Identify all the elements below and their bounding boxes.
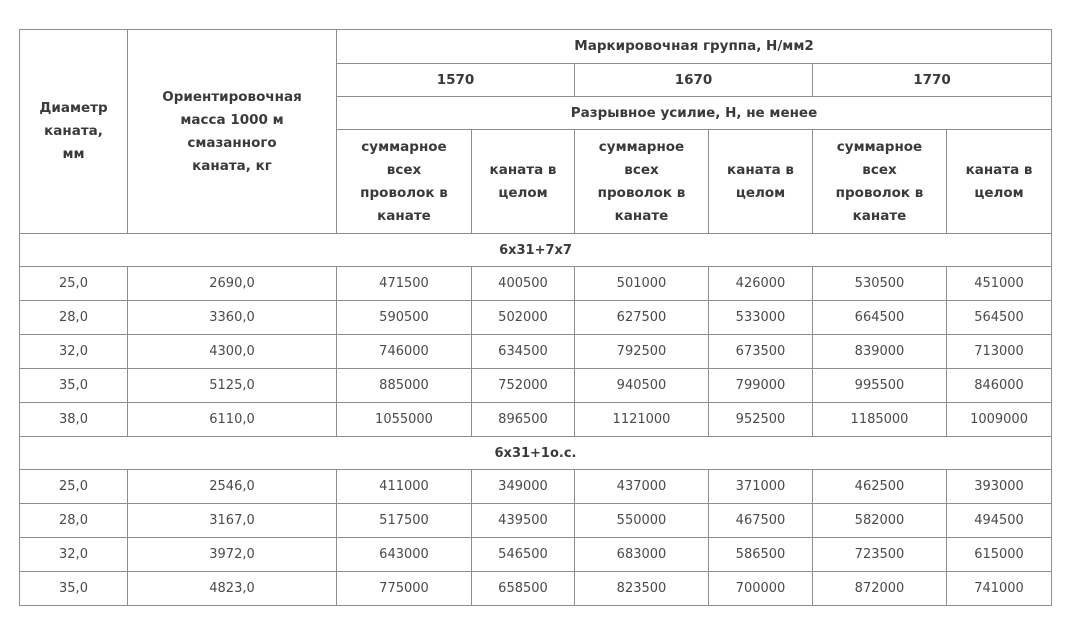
cell-rope-force: 713000 — [947, 335, 1052, 369]
cell-total-force: 550000 — [575, 504, 709, 538]
cell-total-force: 723500 — [813, 538, 947, 572]
cell-rope-force: 658500 — [472, 572, 575, 606]
cell-total-force: 746000 — [337, 335, 472, 369]
header-marking-group: Маркировочная группа, Н/мм2 — [337, 30, 1052, 64]
cell-mass: 4300,0 — [128, 335, 337, 369]
cell-total-force: 517500 — [337, 504, 472, 538]
cell-rope-force: 586500 — [709, 538, 813, 572]
cell-rope-force: 1009000 — [947, 403, 1052, 437]
cell-rope-force: 533000 — [709, 301, 813, 335]
cell-total-force: 995500 — [813, 369, 947, 403]
cell-total-force: 590500 — [337, 301, 472, 335]
cell-rope-force: 752000 — [472, 369, 575, 403]
cell-mass: 3167,0 — [128, 504, 337, 538]
table-row — [20, 403, 1052, 437]
cell-diameter: 38,0 — [20, 403, 128, 437]
cell-rope-force: 634500 — [472, 335, 575, 369]
cell-rope-force: 400500 — [472, 267, 575, 301]
cell-total-force: 885000 — [337, 369, 472, 403]
header-breaking-force: Разрывное усилие, Н, не менее — [337, 97, 1052, 130]
header-sub-rope: каната в целом — [947, 130, 1052, 234]
table-row — [20, 335, 1052, 369]
rope-spec-table — [19, 29, 1052, 606]
cell-rope-force: 896500 — [472, 403, 575, 437]
header-grade-1570: 1570 — [337, 64, 575, 97]
cell-total-force: 775000 — [337, 572, 472, 606]
header-mass: Ориентировочная масса 1000 м смазанного каната, кг — [128, 30, 337, 234]
cell-rope-force: 426000 — [709, 267, 813, 301]
cell-diameter: 32,0 — [20, 538, 128, 572]
table-row — [20, 470, 1052, 504]
cell-rope-force: 673500 — [709, 335, 813, 369]
cell-rope-force: 439500 — [472, 504, 575, 538]
cell-rope-force: 846000 — [947, 369, 1052, 403]
cell-total-force: 792500 — [575, 335, 709, 369]
header-sub-rope: каната в целом — [709, 130, 813, 234]
header-sub-total: суммарное всех проволок в канате — [813, 130, 947, 234]
cell-diameter: 25,0 — [20, 470, 128, 504]
header-grade-1770: 1770 — [813, 64, 1052, 97]
cell-diameter: 32,0 — [20, 335, 128, 369]
group-title: 6х31+7х7 — [20, 234, 1052, 267]
cell-rope-force: 494500 — [947, 504, 1052, 538]
cell-rope-force: 371000 — [709, 470, 813, 504]
cell-mass: 2546,0 — [128, 470, 337, 504]
cell-total-force: 683000 — [575, 538, 709, 572]
cell-diameter: 28,0 — [20, 504, 128, 538]
cell-mass: 2690,0 — [128, 267, 337, 301]
cell-total-force: 462500 — [813, 470, 947, 504]
group-title: 6х31+1о.с. — [20, 437, 1052, 470]
table-row — [20, 504, 1052, 538]
cell-total-force: 839000 — [813, 335, 947, 369]
cell-total-force: 471500 — [337, 267, 472, 301]
cell-rope-force: 741000 — [947, 572, 1052, 606]
table-body — [20, 234, 1052, 606]
table-row — [20, 538, 1052, 572]
header-grade-1670: 1670 — [575, 64, 813, 97]
cell-total-force: 411000 — [337, 470, 472, 504]
cell-total-force: 627500 — [575, 301, 709, 335]
cell-total-force: 643000 — [337, 538, 472, 572]
cell-total-force: 664500 — [813, 301, 947, 335]
table-row — [20, 572, 1052, 606]
cell-total-force: 1121000 — [575, 403, 709, 437]
cell-mass: 3360,0 — [128, 301, 337, 335]
cell-total-force: 1185000 — [813, 403, 947, 437]
cell-mass: 5125,0 — [128, 369, 337, 403]
header-sub-total: суммарное всех проволок в канате — [337, 130, 472, 234]
cell-total-force: 501000 — [575, 267, 709, 301]
cell-rope-force: 502000 — [472, 301, 575, 335]
group-row — [20, 234, 1052, 267]
cell-rope-force: 451000 — [947, 267, 1052, 301]
cell-mass: 3972,0 — [128, 538, 337, 572]
table-row — [20, 301, 1052, 335]
cell-rope-force: 615000 — [947, 538, 1052, 572]
table-row — [20, 369, 1052, 403]
cell-rope-force: 952500 — [709, 403, 813, 437]
header-diameter: Диаметр каната, мм — [20, 30, 128, 234]
cell-rope-force: 393000 — [947, 470, 1052, 504]
cell-mass: 4823,0 — [128, 572, 337, 606]
header-sub-total: суммарное всех проволок в канате — [575, 130, 709, 234]
cell-total-force: 530500 — [813, 267, 947, 301]
cell-total-force: 872000 — [813, 572, 947, 606]
cell-total-force: 1055000 — [337, 403, 472, 437]
cell-rope-force: 546500 — [472, 538, 575, 572]
cell-rope-force: 564500 — [947, 301, 1052, 335]
cell-diameter: 35,0 — [20, 369, 128, 403]
cell-rope-force: 467500 — [709, 504, 813, 538]
cell-total-force: 582000 — [813, 504, 947, 538]
group-row — [20, 437, 1052, 470]
cell-rope-force: 349000 — [472, 470, 575, 504]
header-sub-rope: каната в целом — [472, 130, 575, 234]
cell-diameter: 28,0 — [20, 301, 128, 335]
table-row — [20, 267, 1052, 301]
cell-rope-force: 799000 — [709, 369, 813, 403]
cell-total-force: 437000 — [575, 470, 709, 504]
cell-rope-force: 700000 — [709, 572, 813, 606]
cell-diameter: 25,0 — [20, 267, 128, 301]
cell-total-force: 940500 — [575, 369, 709, 403]
cell-mass: 6110,0 — [128, 403, 337, 437]
cell-total-force: 823500 — [575, 572, 709, 606]
table-header — [20, 30, 1052, 234]
cell-diameter: 35,0 — [20, 572, 128, 606]
